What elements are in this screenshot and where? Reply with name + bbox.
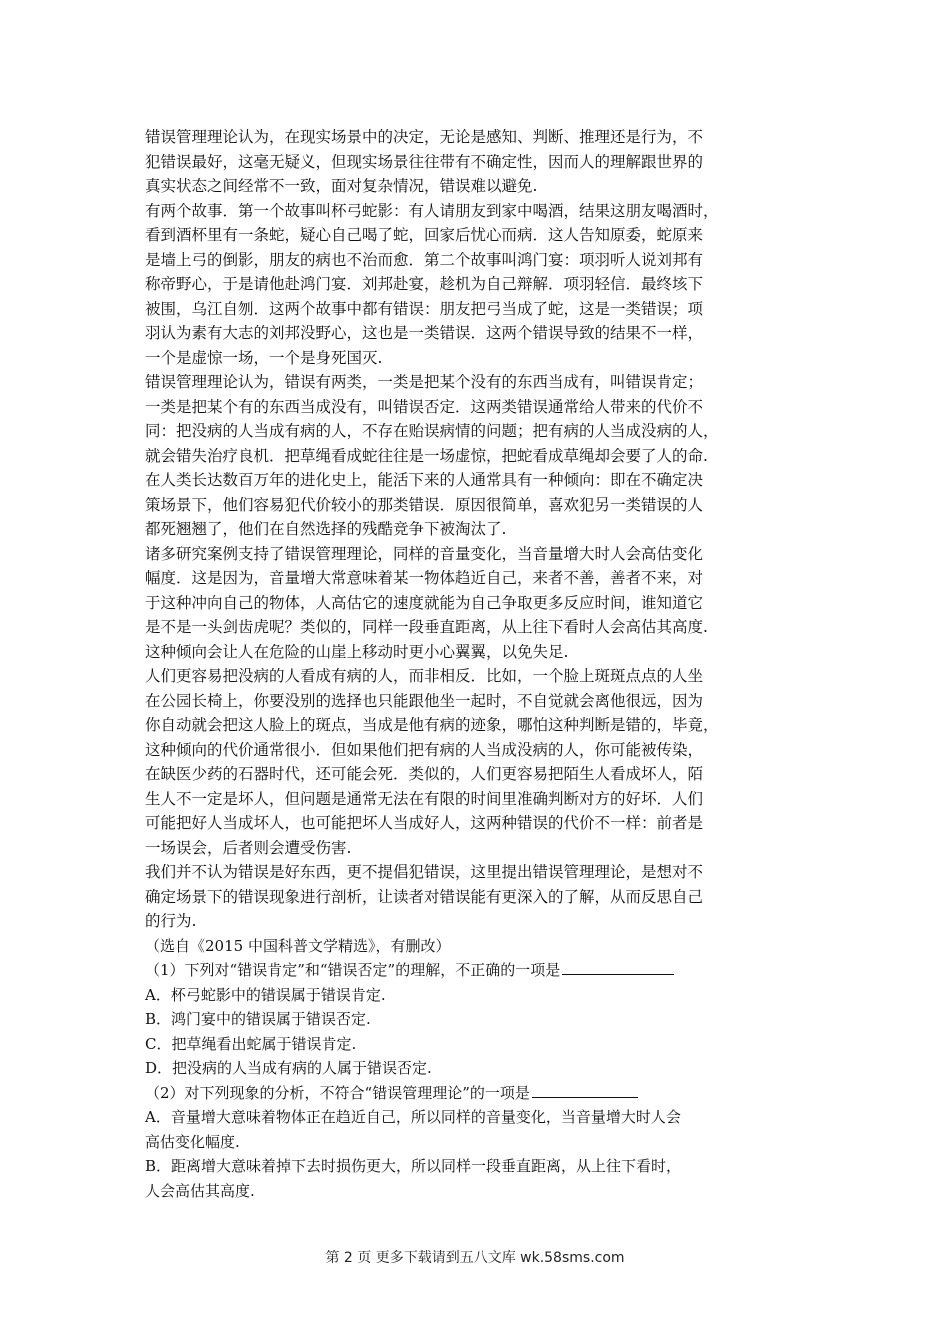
text-line: 错误管理理论认为，在现实场景中的决定，无论是感知、判断、推理还是行为，不 (145, 128, 704, 146)
question-stem (145, 958, 815, 983)
option-a: A．杯弓蛇影中的错误属于错误肯定. (145, 985, 386, 1004)
option-c: C．把草绳看出蛇属于错误肯定. (145, 1034, 357, 1053)
page-footer: 第 2 页 更多下载请到五八文库 wk.58sms.com (325, 1250, 625, 1266)
text-line: 就会错失治疗良机．把草绳看成蛇往往是一场虚惊，把蛇看成草绳却会要了人的命. (145, 446, 708, 465)
text-line: 有两个故事．第一个故事叫杯弓蛇影：有人请朋友到家中喝酒，结果这朋友喝酒时， (145, 201, 719, 220)
text-line: 都死翘翘了，他们在自然选择的残酷竞争下被淘汰了. (145, 520, 507, 538)
text-line: 确定场景下的错误现象进行剖析，让读者对错误能有更深入的了解，从而反思自己 (145, 887, 704, 906)
question-stem (145, 1081, 815, 1106)
question-stem-text: （2）对下列现象的分析，不符合“错误管理理论”的一项是 (145, 1083, 530, 1102)
document-body (145, 125, 815, 1203)
question-2 (145, 1081, 815, 1204)
option-b: B．鸿门宴中的错误属于错误否定. (145, 1010, 371, 1028)
text-line: 同：把没病的人当成有病的人，不存在贻误病情的问题；把有病的人当成没病的人， (145, 422, 719, 440)
paragraph-research (145, 542, 815, 665)
question-1 (145, 958, 815, 1081)
text-line: 可能把好人当成坏人，也可能把坏人当成好人，这两种错误的代价不一样：前者是 (145, 814, 704, 832)
text-line: 羽认为素有大志的刘邦没野心，这也是一类错误．这两个错误导致的结果不一样， (145, 324, 704, 342)
text-line: 真实状态之间经常不一致，面对复杂情况，错误难以避免. (145, 177, 538, 195)
text-line: 高估变化幅度. (145, 1132, 240, 1151)
text-line: 这种倾向会让人在危险的山崖上移动时更小心翼翼，以免失足. (145, 642, 569, 661)
text-line: 诸多研究案例支持了错误管理理论，同样的音量变化，当音量增大时人会高估变化 (145, 544, 704, 563)
text-line: 错误管理理论认为，错误有两类，一类是把某个没有的东西当成有，叫错误肯定； (145, 373, 704, 391)
text-line: 在人类长达数百万年的进化史上，能活下来的人通常具有一种倾向：即在不确定决 (145, 471, 704, 489)
text-line: A．音量增大意味着物体正在趋近自己，所以同样的音量变化，当音量增大时人会 (145, 1108, 681, 1126)
option-b (145, 1154, 815, 1203)
answer-blank (562, 960, 674, 975)
text-line: 生人不一定是坏人，但问题是通常无法在有限的时间里准确判断对方的好坏．人们 (145, 789, 704, 808)
source-citation: （选自《2015 中国科普文学精选》，有删改） (145, 936, 451, 955)
text-line: 策场景下，他们容易犯代价较小的那类错误．原因很简单，喜欢犯另一类错误的人 (145, 495, 704, 514)
paragraph-conclusion (145, 860, 815, 934)
text-line: 犯错误最好，这毫无疑义，但现实场景往往带有不确定性，因而人的理解跟世界的 (145, 152, 704, 171)
text-line: 是不是一头剑齿虎呢？类似的，同样一段垂直距离，从上往下看时人会高估其高度. (145, 618, 708, 636)
text-line: 一个是虚惊一场，一个是身死国灭. (145, 348, 383, 367)
text-line: 我们并不认为错误是好东西，更不提倡犯错误，这里提出错误管理理论，是想对不 (145, 863, 704, 881)
text-line: 这种倾向的代价通常很小．但如果他们把有病的人当成没病的人，你可能被传染， (145, 740, 704, 759)
answer-blank (532, 1083, 638, 1098)
text-line: 是墙上弓的倒影，朋友的病也不治而愈．第二个故事叫鸿门宴：项羽听人说刘邦有 (145, 250, 704, 269)
option-d: D．把没病的人当成有病的人属于错误否定. (145, 1059, 432, 1077)
text-line: 在缺医少药的石器时代，还可能会死．类似的，人们更容易把陌生人看成坏人，陌 (145, 765, 704, 783)
text-line: 人会高估其高度. (145, 1181, 255, 1200)
text-line: 一类是把某个有的东西当成没有，叫错误否定．这两类错误通常给人带来的代价不 (145, 397, 704, 416)
text-line: 于这种冲向自己的物体，人高估它的速度就能为自己争取更多反应时间，谁知道它 (145, 593, 704, 612)
paragraph-stories (145, 199, 815, 371)
text-line: 被围，乌江自刎．这两个故事中都有错误：朋友把弓当成了蛇，这是一类错误；项 (145, 299, 704, 318)
paragraph-intro (145, 125, 815, 199)
question-stem-text: （1）下列对“错误肯定”和“错误否定”的理解，不正确的一项是 (145, 961, 561, 979)
paragraph-examples (145, 664, 815, 860)
text-line: 一场误会，后者则会遭受伤害. (145, 838, 352, 857)
text-line: 看到酒杯里有一条蛇，疑心自己喝了蛇，回家后忧心而病．这人告知原委，蛇原来 (145, 226, 704, 244)
text-line: 称帝野心，于是请他赴鸿门宴．刘邦赴宴，趁机为自己辩解．项羽轻信．最终垓下 (145, 275, 704, 293)
text-line: 幅度．这是因为，音量增大常意味着某一物体趋近自己，来者不善，善者不来，对 (145, 569, 704, 587)
paragraph-two-types (145, 370, 815, 542)
text-line: 的行为. (145, 912, 197, 930)
option-a (145, 1105, 815, 1154)
text-line: 在公园长椅上，你要没别的选择也只能跟他坐一起时，不自觉就会离他很远，因为 (145, 691, 704, 710)
text-line: 人们更容易把没病的人看成有病的人，而非相反．比如，一个脸上斑斑点点的人坐 (145, 667, 704, 685)
text-line: 你自动就会把这人脸上的斑点，当成是他有病的迹象，哪怕这种判断是错的，毕竟， (145, 716, 719, 734)
text-line: B．距离增大意味着掉下去时损伤更大，所以同样一段垂直距离，从上往下看时， (145, 1157, 682, 1175)
